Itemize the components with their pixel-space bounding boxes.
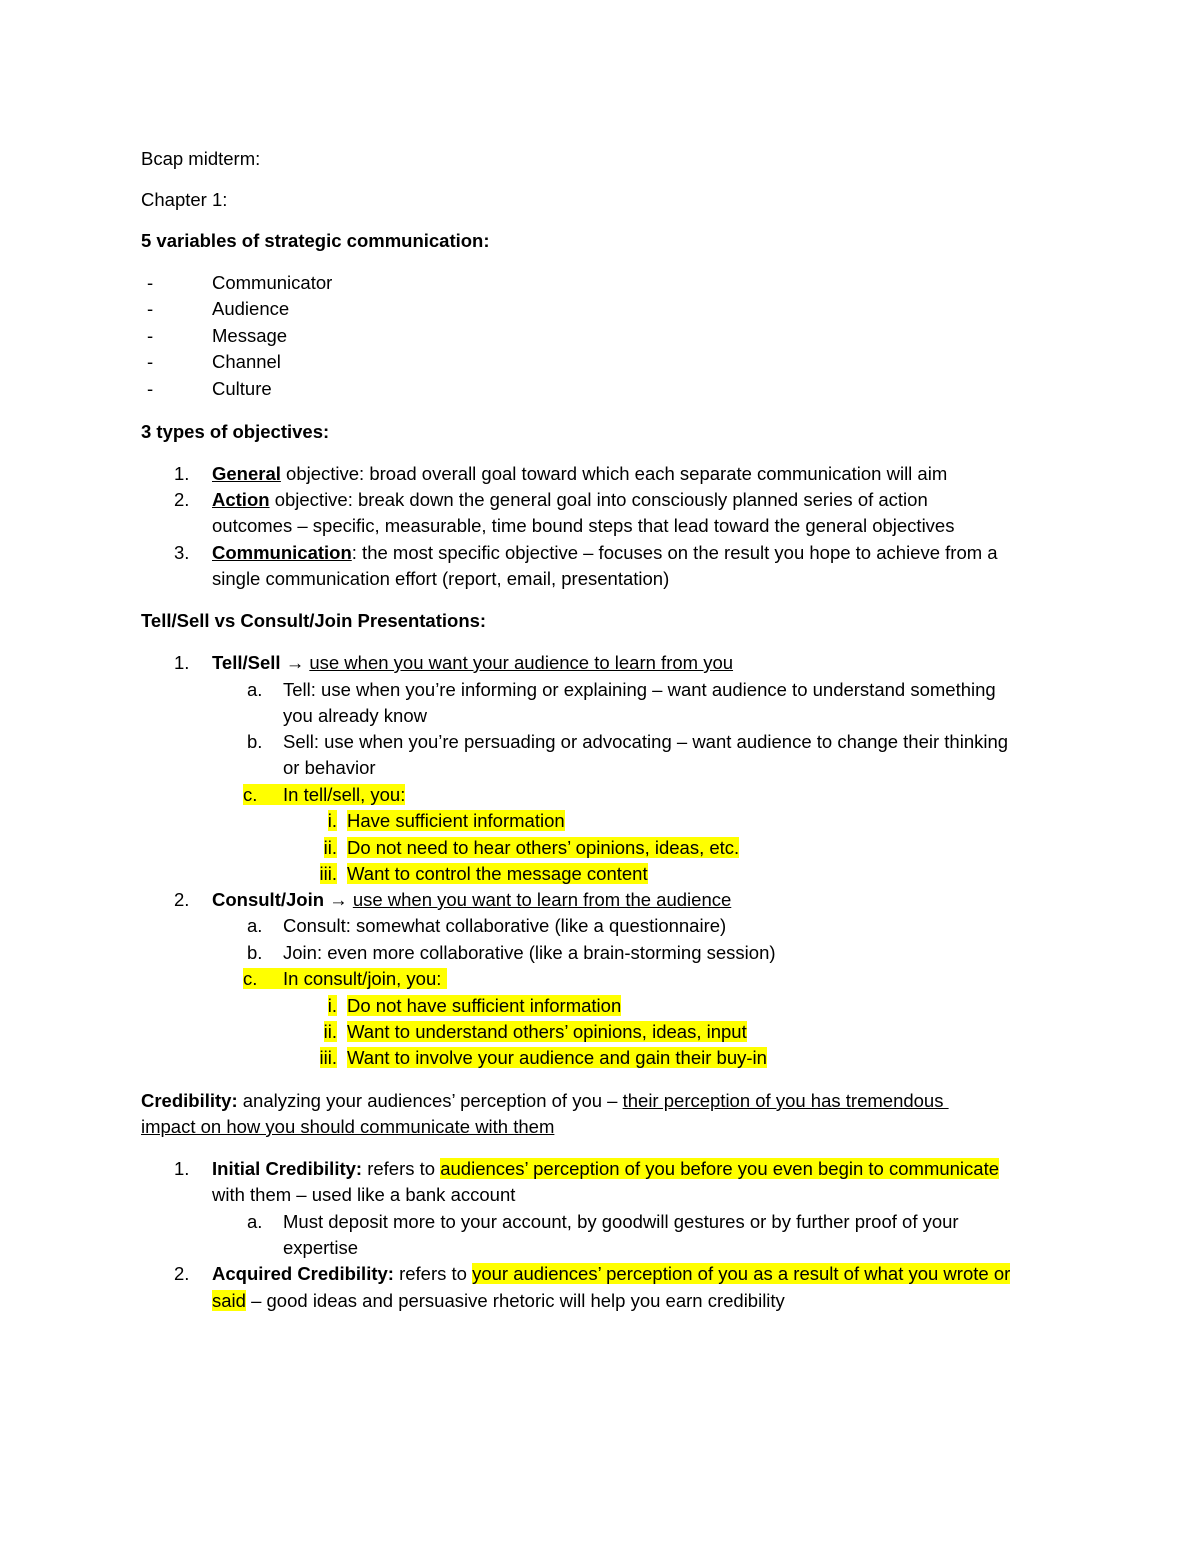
- sub-item: Tell: use when you’re informing or explaining – want audience to understand something: [283, 679, 996, 700]
- list-item: Audience: [212, 298, 290, 319]
- presentation-desc: use when you want to learn from the audience: [352, 889, 732, 910]
- list-number: 2.: [174, 889, 190, 910]
- sub-item: Sell: use when you’re persuading or advocating – want audience to change their thinking: [283, 731, 1009, 752]
- credibility-underline-cont: impact on how you should communicate with them: [141, 1116, 555, 1137]
- roman-item: [347, 861, 648, 887]
- roman-marker: ii.: [323, 1021, 337, 1042]
- roman-item: [347, 1019, 747, 1045]
- list-item: [212, 461, 947, 487]
- list-number: 3.: [174, 542, 190, 563]
- arrow-right-icon: →: [285, 652, 305, 673]
- roman-item: [347, 808, 565, 834]
- list-item: [212, 650, 733, 676]
- roman-marker: iii.: [319, 1047, 337, 1068]
- presentation-desc: use when you want your audience to learn from you: [309, 652, 734, 673]
- bullet-dash: -: [147, 351, 154, 372]
- highlight: Do not have sufficient information: [347, 995, 622, 1016]
- doc-title: Bcap midterm:: [141, 148, 261, 169]
- highlight: said: [212, 1290, 246, 1311]
- credibility-term: Credibility:: [141, 1090, 238, 1111]
- presentations-heading: Tell/Sell vs Consult/Join Presentations:: [141, 610, 487, 631]
- roman-marker: i.: [327, 810, 337, 831]
- list-item: [212, 887, 731, 913]
- list-item: [212, 540, 998, 566]
- highlight: Do not need to hear others’ opinions, ideas, etc.: [347, 837, 740, 858]
- roman-item: [347, 835, 739, 861]
- chapter-heading: Chapter 1:: [141, 189, 228, 210]
- objective-term: General: [212, 463, 281, 484]
- sub-marker: a.: [247, 915, 263, 936]
- objective-text: : the most specific objective – focuses on the result you hope to achieve from a: [351, 542, 998, 563]
- arrow-right-icon: →: [329, 889, 348, 910]
- objective-text: objective: break down the general goal into consciously planned series of action: [269, 489, 928, 510]
- roman-marker: ii.: [323, 837, 337, 858]
- list-item: Initial Credibility: refers to audiences’ perception of you before you even begin to communicate: [212, 1158, 1000, 1179]
- list-number: 1.: [174, 652, 190, 673]
- list-item: Communicator: [212, 272, 333, 293]
- objectives-heading: 3 types of objectives:: [141, 421, 330, 442]
- bullet-dash: -: [147, 378, 154, 399]
- highlight: c. In consult/join, you:: [243, 968, 447, 989]
- list-item-continuation: outcomes – specific, measurable, time bound steps that lead toward the general objectives: [212, 515, 955, 536]
- highlight: audiences’ perception of you before you even begin to communicate: [440, 1158, 1000, 1179]
- bullet-dash: -: [147, 272, 154, 293]
- sub-marker: a.: [247, 679, 263, 700]
- objective-term: Communication: [212, 542, 352, 563]
- credibility-type: Initial Credibility:: [212, 1158, 363, 1179]
- credibility-underline: their perception of you has tremendous: [622, 1090, 949, 1111]
- sub-item: Join: even more collaborative (like a brain-storming session): [283, 942, 776, 963]
- presentation-term: Consult/Join: [212, 889, 325, 910]
- highlight: c. In tell/sell, you:: [243, 784, 406, 805]
- objective-term: Action: [212, 489, 270, 510]
- list-item-continuation: said – good ideas and persuasive rhetoric will help you earn credibility: [212, 1290, 785, 1311]
- presentation-term: Tell/Sell: [212, 652, 281, 673]
- sub-marker: b.: [247, 942, 263, 963]
- sub-item-continuation: or behavior: [283, 757, 376, 778]
- list-item: [212, 487, 928, 513]
- bullet-dash: -: [147, 325, 154, 346]
- highlight: Want to control the message content: [347, 863, 648, 884]
- list-item-continuation: single communication effort (report, email, presentation): [212, 568, 670, 589]
- roman-marker: iii.: [319, 863, 337, 884]
- list-number: 1.: [174, 463, 190, 484]
- highlight: Want to involve your audience and gain their buy-in: [347, 1047, 767, 1068]
- sub-item: Must deposit more to your account, by goodwill gestures or by further proof of your: [283, 1211, 959, 1232]
- sub-item-highlighted: [243, 782, 405, 808]
- highlight: Want to understand others’ opinions, ideas, input: [347, 1021, 747, 1042]
- list-number: 2.: [174, 1263, 190, 1284]
- objective-text: objective: broad overall goal toward which each separate communication will aim: [280, 463, 948, 484]
- sub-marker: a.: [247, 1211, 263, 1232]
- highlight: your audiences’ perception of you as a result of what you wrote or: [472, 1263, 1011, 1284]
- sub-item-highlighted: [243, 966, 447, 992]
- credibility-paragraph: [141, 1088, 949, 1114]
- variables-heading: 5 variables of strategic communication:: [141, 230, 490, 251]
- list-item: Message: [212, 325, 288, 346]
- list-number: 2.: [174, 489, 190, 510]
- list-item-continuation: with them – used like a bank account: [212, 1184, 516, 1205]
- list-item: Culture: [212, 378, 272, 399]
- list-item: Channel: [212, 351, 281, 372]
- sub-marker: b.: [247, 731, 263, 752]
- highlight: Have sufficient information: [347, 810, 565, 831]
- list-number: 1.: [174, 1158, 190, 1179]
- list-item: Acquired Credibility: refers to your audiences’ perception of you as a result of what you wrote or: [212, 1263, 1011, 1284]
- sub-item-continuation: expertise: [283, 1237, 359, 1258]
- sub-item: Consult: somewhat collaborative (like a questionnaire): [283, 915, 727, 936]
- roman-item: [347, 1045, 767, 1071]
- roman-item: [347, 993, 621, 1019]
- bullet-dash: -: [147, 298, 154, 319]
- sub-item-continuation: you already know: [283, 705, 427, 726]
- roman-marker: i.: [327, 995, 337, 1016]
- credibility-type: Acquired Credibility:: [212, 1263, 394, 1284]
- credibility-intro: analyzing your audiences’ perception of you –: [237, 1090, 623, 1111]
